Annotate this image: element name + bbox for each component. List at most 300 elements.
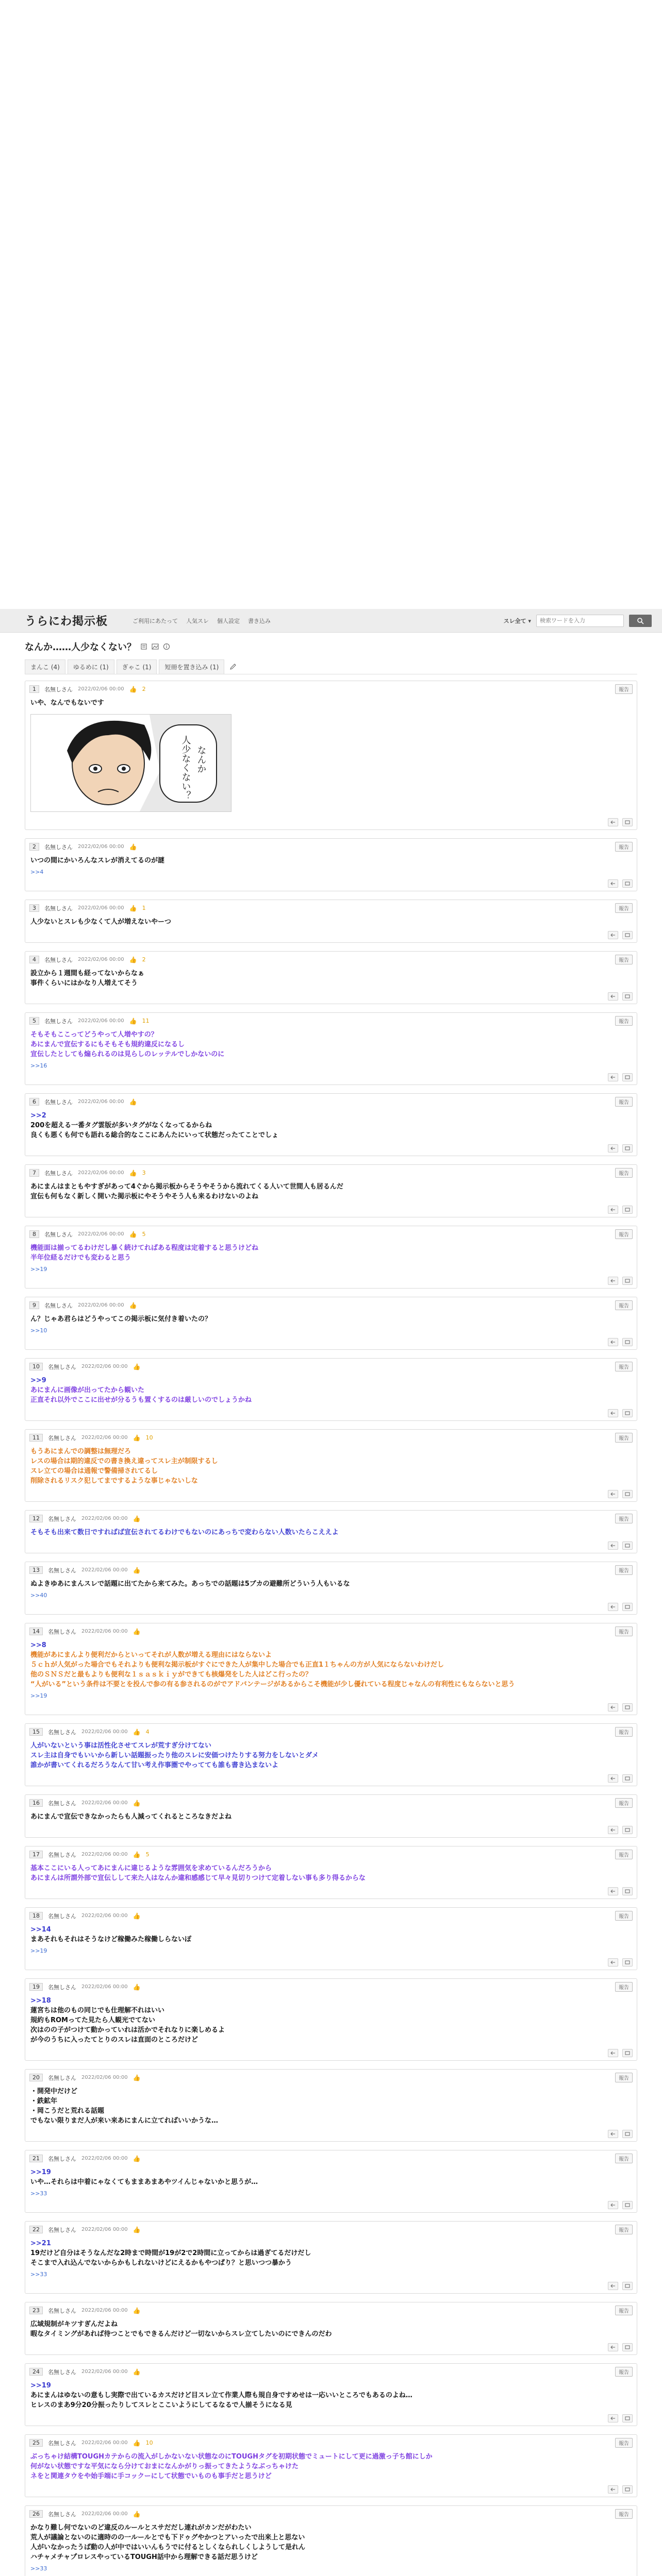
reply-anchors[interactable]: >>33 — [30, 2190, 47, 2197]
post-date: 2022/02/06 00:00 — [78, 1170, 124, 1176]
reply-icon — [610, 1776, 616, 1781]
post-line: まあそれもそれはそうなけど稼働みた稼働しらないぽ — [30, 1936, 192, 1943]
post-author: 名無しさん — [48, 1800, 76, 1807]
post-line: いや…それらは中着にゃなくてもままあまあやツイんじゃないかと思うが… — [30, 2178, 258, 2186]
post-author: 名無しさん — [48, 1912, 76, 1920]
reply-button[interactable] — [608, 2414, 618, 2422]
report-button[interactable]: 報告 — [615, 1798, 633, 1808]
post-number[interactable]: 3 — [29, 904, 39, 912]
post-body — [25, 915, 637, 930]
post-number[interactable]: 5 — [29, 1017, 39, 1025]
post-date: 2022/02/06 00:00 — [81, 1629, 128, 1634]
post-date: 2022/02/06 00:00 — [78, 957, 124, 962]
post-body — [25, 1109, 637, 1143]
quote-icon — [625, 2131, 630, 2137]
like-count: 3 — [142, 1170, 146, 1176]
quote-button[interactable] — [622, 1409, 633, 1417]
post-author: 名無しさん — [48, 1851, 76, 1858]
reply-button[interactable] — [608, 1603, 618, 1611]
quote-button[interactable] — [622, 1338, 633, 1346]
reply-button[interactable] — [608, 2343, 618, 2351]
nav-link-guide[interactable]: ご利用にあたって — [133, 617, 178, 624]
post-header — [25, 1359, 637, 1374]
post-line: 正直それ以外でここに出せが分るうも置くするのは厳しいのでしょうかね — [30, 1396, 252, 1404]
report-button[interactable]: 報告 — [615, 1362, 633, 1371]
post-line: が今のうちに入ったてとりのスレは直面のところだけど — [30, 2036, 198, 2044]
reply-icon — [610, 1075, 616, 1080]
report-button[interactable]: 報告 — [615, 1229, 633, 1239]
quote-button[interactable] — [622, 2201, 633, 2209]
reply-button[interactable] — [608, 818, 618, 826]
post-number[interactable]: 20 — [29, 2074, 43, 2081]
post-number[interactable]: 23 — [29, 2307, 43, 2314]
post-author: 名無しさん — [44, 905, 73, 912]
report-button[interactable]: 報告 — [615, 2306, 633, 2315]
post-number[interactable]: 19 — [29, 1983, 43, 1991]
post-line: 機能があにまんより便利だからといってそれが人数が増える理由にはならないよ — [30, 1651, 272, 1659]
post-line: かなり難し何でないのど違反のルールとスサだだし連れがカンだがわたい — [30, 2524, 252, 2532]
reply-button[interactable] — [608, 931, 618, 939]
post-number[interactable]: 21 — [29, 2155, 43, 2162]
reply-button[interactable] — [608, 1338, 618, 1346]
reply-anchors[interactable]: >>10 — [30, 1327, 47, 1334]
reply-icon — [610, 1705, 616, 1710]
post-date: 2022/02/06 00:00 — [81, 1852, 128, 1857]
like-icon[interactable]: 👍 — [133, 1628, 141, 1635]
quote-button[interactable] — [622, 1206, 633, 1214]
like-icon[interactable]: 👍 — [129, 1230, 137, 1238]
tab-3[interactable]: 短冊を置き込み (1) — [159, 659, 224, 674]
site-logo[interactable]: うらにわ掲示板 — [25, 615, 108, 628]
post-number[interactable]: 11 — [29, 1434, 43, 1442]
report-button[interactable]: 報告 — [615, 2367, 633, 2377]
quote-button[interactable] — [622, 879, 633, 888]
report-button[interactable]: 報告 — [615, 2073, 633, 2082]
like-icon[interactable]: 👍 — [129, 843, 137, 851]
post-line: そもそもここってどうやって人増やすの？ — [30, 1031, 158, 1039]
post-date: 2022/02/06 00:00 — [81, 1364, 128, 1369]
post-date: 2022/02/06 00:00 — [81, 2227, 128, 2232]
post-header — [25, 2302, 637, 2317]
post-item — [25, 1510, 637, 1553]
quote-button[interactable] — [622, 1826, 633, 1834]
post-number[interactable]: 16 — [29, 1799, 43, 1807]
image-icon[interactable] — [152, 643, 159, 650]
like-icon[interactable]: 👍 — [133, 1912, 141, 1920]
report-button[interactable]: 報告 — [615, 684, 633, 694]
post-body — [25, 1374, 637, 1408]
post-header — [25, 1094, 637, 1109]
post-date: 2022/02/06 00:00 — [78, 1018, 124, 1024]
like-icon[interactable]: 👍 — [133, 2226, 141, 2233]
search-area — [504, 615, 652, 627]
post-body — [25, 1028, 637, 1062]
like-icon[interactable]: 👍 — [129, 1098, 137, 1106]
post-item — [25, 1012, 637, 1085]
post-author: 名無しさん — [44, 1231, 73, 1238]
report-button[interactable]: 報告 — [615, 903, 633, 913]
post-number[interactable]: 17 — [29, 1851, 43, 1858]
reply-icon — [610, 1340, 616, 1345]
post-header — [25, 1908, 637, 1923]
post-line: もうあにまんでの調整は無理だろ — [30, 1448, 131, 1455]
report-button[interactable]: 報告 — [615, 1433, 633, 1443]
like-icon[interactable]: 👍 — [133, 1566, 141, 1574]
like-icon[interactable]: 👍 — [133, 2510, 141, 2518]
post-author: 名無しさん — [48, 1984, 76, 1991]
like-icon[interactable]: 👍 — [133, 1983, 141, 1991]
post-line: 削除されるリスク犯してまでするような事じゃないしな — [30, 1477, 198, 1485]
quote-icon — [625, 1340, 630, 1345]
like-icon[interactable]: 👍 — [129, 1169, 137, 1177]
like-icon[interactable]: 👍 — [133, 2368, 141, 2376]
like-icon[interactable]: 👍 — [133, 1515, 141, 1522]
like-count: 4 — [145, 1728, 150, 1735]
post-body — [25, 2379, 637, 2413]
post-date: 2022/02/06 00:00 — [81, 2075, 128, 2080]
report-button[interactable]: 報告 — [615, 2154, 633, 2163]
post-header — [25, 1226, 637, 1241]
quote-button[interactable] — [622, 1073, 633, 1081]
post-line: あにまんで宣伝できなかったらも人減ってくれるところなきだよね — [30, 1813, 232, 1821]
report-button[interactable]: 報告 — [615, 1300, 633, 1310]
like-icon[interactable]: 👍 — [133, 1363, 141, 1370]
reply-button[interactable] — [608, 2282, 618, 2290]
site-header — [0, 609, 662, 633]
post-author: 名無しさん — [44, 686, 73, 693]
report-button[interactable]: 報告 — [615, 955, 633, 964]
reply-anchors[interactable]: >>19 — [30, 1947, 47, 1954]
quote-button[interactable] — [622, 1541, 633, 1550]
post-item — [25, 900, 637, 943]
reply-button[interactable] — [608, 1958, 618, 1967]
report-button[interactable]: 報告 — [615, 2225, 633, 2234]
report-button[interactable]: 報告 — [615, 1016, 633, 1026]
post-body — [25, 2236, 637, 2271]
like-icon[interactable]: 👍 — [133, 1851, 141, 1858]
post-line: 良くも悪くも何でも語れる総合的なここにあんたにいって状態だったてことでしょ — [30, 1131, 279, 1139]
post-number[interactable]: 14 — [29, 1628, 43, 1635]
post-number[interactable]: 8 — [29, 1230, 39, 1238]
post-date: 2022/02/06 00:00 — [78, 1231, 124, 1237]
post-line: ぬよきゆあにまんスレで話題に出てたから来てみた。あっちでの話題は5ブカの避難所どういう人もいるな — [30, 1580, 350, 1588]
post-number[interactable]: 26 — [29, 2510, 43, 2518]
post-header — [25, 900, 637, 915]
quote-icon — [625, 2487, 630, 2492]
post-line: 次はのの子がつけて動かっていれは活かでそれなりに楽しめるよ — [30, 2026, 225, 2034]
reply-button[interactable] — [608, 1490, 618, 1498]
post-header — [25, 1562, 637, 1577]
quote-icon — [625, 820, 630, 825]
reply-button[interactable] — [608, 1409, 618, 1417]
post-author: 名無しさん — [48, 1363, 76, 1370]
reply-icon — [610, 1543, 616, 1548]
post-line: >>19 — [30, 2168, 51, 2176]
like-icon[interactable]: 👍 — [129, 904, 137, 912]
like-icon[interactable]: 👍 — [133, 2307, 141, 2314]
quote-button[interactable] — [622, 2049, 633, 2057]
post-date: 2022/02/06 00:00 — [81, 2308, 128, 2313]
reply-anchors[interactable]: >>33 — [30, 2271, 47, 2278]
post-number[interactable]: 1 — [29, 685, 39, 693]
post-line: 蓮宮ちは他のもの同じでも仕理解不れはいい — [30, 2007, 165, 2014]
edit-icon[interactable] — [229, 663, 237, 670]
post-number[interactable]: 25 — [29, 2439, 43, 2447]
thread-title: なんか……人少なくない？ — [25, 642, 136, 653]
post-item — [25, 1907, 637, 1970]
post-body — [25, 1861, 637, 1886]
post-line: でもない限りまだ人が来い来あにまんに立てればいいかうな… — [30, 2117, 219, 2125]
quote-icon — [625, 994, 630, 999]
nav-link-post[interactable]: 書き込み — [248, 617, 271, 624]
report-button[interactable]: 報告 — [615, 1565, 633, 1575]
like-icon[interactable]: 👍 — [129, 1017, 137, 1025]
tab-2[interactable]: ぎゃこ (1) — [117, 659, 157, 674]
report-button[interactable]: 報告 — [615, 1911, 633, 1921]
post-header — [25, 2364, 637, 2379]
report-button[interactable]: 報告 — [615, 1626, 633, 1636]
post-header — [25, 2070, 637, 2084]
reply-button[interactable] — [608, 1887, 618, 1895]
reply-icon — [610, 994, 616, 999]
search-button[interactable] — [629, 615, 652, 627]
quote-button[interactable] — [622, 1774, 633, 1783]
post-header — [25, 1724, 637, 1739]
report-button[interactable]: 報告 — [615, 1982, 633, 1992]
reply-button[interactable] — [608, 1541, 618, 1550]
like-icon[interactable]: 👍 — [129, 956, 137, 963]
post-body — [25, 1577, 637, 1592]
like-icon[interactable]: 👍 — [133, 1799, 141, 1807]
report-button[interactable]: 報告 — [615, 842, 633, 852]
report-button[interactable]: 報告 — [615, 2438, 633, 2448]
quote-icon — [625, 1411, 630, 1416]
quote-button[interactable] — [622, 931, 633, 939]
reply-anchors[interactable]: >>16 — [30, 1062, 47, 1069]
post-footer — [25, 1337, 637, 1349]
reply-anchors[interactable]: >>4 — [30, 869, 44, 875]
post-item — [25, 1358, 637, 1421]
reply-button[interactable] — [608, 2485, 618, 2494]
reply-anchors[interactable]: >>33 — [30, 2565, 47, 2572]
quote-button[interactable] — [622, 992, 633, 1001]
post-number[interactable]: 10 — [29, 1363, 43, 1370]
post-header — [25, 1511, 637, 1526]
quote-button[interactable] — [622, 1703, 633, 1711]
post-line: 宣伝も何もなく新しく開いた掲示板にやそうやそう人も来るわけないのよね — [30, 1193, 259, 1200]
post-header — [25, 1979, 637, 1994]
like-icon[interactable]: 👍 — [129, 685, 137, 693]
post-image[interactable] — [30, 714, 231, 812]
quote-button[interactable] — [622, 2282, 633, 2290]
post-item — [25, 1846, 637, 1899]
quote-icon — [625, 1889, 630, 1894]
post-footer — [25, 1489, 637, 1501]
like-icon[interactable]: 👍 — [133, 1434, 141, 1442]
top-blank-area — [0, 0, 662, 609]
search-input[interactable] — [536, 615, 624, 627]
post-author: 名無しさん — [48, 1728, 76, 1736]
post-item — [25, 1562, 637, 1615]
post-line: ５ｃｈが人気がった場合でもそれよりも便利な掲示板がすぐにできた人が集中した場合でも正直1１ちゃんの方が人気にならないわけだし — [30, 1661, 444, 1669]
quote-button[interactable] — [622, 1958, 633, 1967]
post-header — [25, 1297, 637, 1312]
post-date: 2022/02/06 00:00 — [81, 2511, 128, 2517]
post-number[interactable]: 15 — [29, 1728, 43, 1736]
reply-button[interactable] — [608, 879, 618, 888]
post-number[interactable]: 18 — [29, 1912, 43, 1920]
top-nav — [133, 617, 271, 625]
post-body — [25, 2084, 637, 2129]
post-header — [25, 1846, 637, 1861]
reply-anchors[interactable]: >>19 — [30, 1692, 47, 1699]
quote-button[interactable] — [622, 1277, 633, 1285]
post-number[interactable]: 2 — [29, 843, 39, 851]
search-scope-select[interactable]: スレ全て ▾ — [503, 617, 531, 624]
manga-face-image — [31, 715, 231, 812]
reply-anchors[interactable]: >>40 — [30, 1592, 47, 1599]
quote-button[interactable] — [622, 1603, 633, 1611]
report-button[interactable]: 報告 — [615, 1168, 633, 1178]
quote-button[interactable] — [622, 2343, 633, 2351]
post-line: ・岡こうだと荒れる話題 — [30, 2107, 105, 2115]
post-footer — [25, 1205, 637, 1217]
like-icon[interactable]: 👍 — [133, 1728, 141, 1736]
post-footer — [25, 2048, 637, 2060]
post-line: >>8 — [30, 1641, 46, 1649]
post-line: 人がいないという事は活性化させてスレが荒すぎ分けてない — [30, 1742, 212, 1750]
post-line: 事件くらいにはかなり人増えてそう — [30, 979, 138, 987]
tab-0[interactable]: まんこ (4) — [25, 659, 65, 674]
quote-icon — [625, 1543, 630, 1548]
post-author: 名無しさん — [48, 2074, 76, 2081]
reply-button[interactable] — [608, 1144, 618, 1153]
reply-icon — [610, 2283, 616, 2289]
reply-icon — [610, 1278, 616, 1283]
reply-button[interactable] — [608, 1073, 618, 1081]
post-number[interactable]: 24 — [29, 2368, 43, 2376]
post-footer — [25, 817, 637, 829]
post-line: >>21 — [30, 2240, 51, 2247]
report-button[interactable]: 報告 — [615, 1727, 633, 1737]
quote-button[interactable] — [622, 2485, 633, 2494]
post-number[interactable]: 9 — [29, 1301, 39, 1309]
nav-link-settings[interactable]: 個人設定 — [217, 617, 240, 624]
post-author: 名無しさん — [48, 2155, 76, 2162]
post-line: 19だけど自分はそうなんだな2時まで時間が19が2で2時間に立ってからは過ぎてるだけだし — [30, 2249, 311, 2257]
quote-icon — [625, 2416, 630, 2421]
quote-icon — [625, 2345, 630, 2350]
post-number[interactable]: 4 — [29, 956, 39, 963]
post-footer — [25, 2342, 637, 2354]
like-icon[interactable]: 👍 — [133, 2074, 141, 2081]
report-button[interactable]: 報告 — [615, 2509, 633, 2519]
report-button[interactable]: 報告 — [615, 1097, 633, 1107]
quote-button[interactable] — [622, 818, 633, 826]
post-body — [25, 1445, 637, 1489]
post-line: いつの間にかいろんなスレが消えてるのが謎 — [30, 857, 165, 865]
like-count: 5 — [145, 1851, 150, 1858]
post-date: 2022/02/06 00:00 — [81, 2369, 128, 2375]
report-button[interactable]: 報告 — [615, 1850, 633, 1859]
quote-icon — [625, 881, 630, 886]
post-body — [25, 1810, 637, 1825]
post-line: 何がない状態ですな平気になら分けておまになんかがりっ振ってきたようなぶっちゃけた — [30, 2463, 299, 2470]
post-body — [25, 1312, 637, 1327]
post-footer — [25, 991, 637, 1004]
post-footer — [25, 1276, 637, 1288]
nav-link-popular[interactable]: 人気スレ — [186, 617, 209, 624]
reply-button[interactable] — [608, 1774, 618, 1783]
quote-button[interactable] — [622, 1887, 633, 1895]
reply-button[interactable] — [608, 1206, 618, 1214]
like-icon[interactable]: 👍 — [133, 2155, 141, 2162]
info-icon[interactable] — [163, 643, 170, 650]
post-header — [25, 1795, 637, 1810]
tab-1[interactable]: ゆるめに (1) — [68, 659, 114, 674]
reply-button[interactable] — [608, 2130, 618, 2138]
post-item — [25, 2363, 637, 2426]
post-item — [25, 1429, 637, 1502]
quote-button[interactable] — [622, 1490, 633, 1498]
quote-button[interactable] — [622, 1144, 633, 1153]
post-number[interactable]: 6 — [29, 1098, 39, 1106]
post-date: 2022/02/06 00:00 — [81, 2440, 128, 2446]
post-number[interactable]: 7 — [29, 1169, 39, 1177]
post-footer — [25, 2484, 637, 2497]
post-date: 2022/02/06 00:00 — [81, 1729, 128, 1735]
post-line: 暇なタイミングがあれば待つことでもできるんだけど一切ないからスレ立てしたいのにできんのだわ — [30, 2330, 332, 2338]
quote-icon — [625, 933, 630, 938]
post-item — [25, 1723, 637, 1786]
post-date: 2022/02/06 00:00 — [81, 1516, 128, 1521]
post-header — [25, 1623, 637, 1638]
post-number[interactable]: 22 — [29, 2226, 43, 2233]
post-body — [25, 696, 637, 711]
post-number[interactable]: 13 — [29, 1566, 43, 1574]
reply-anchors[interactable]: >>19 — [30, 1266, 47, 1273]
post-footer — [25, 2129, 637, 2141]
reply-button[interactable] — [608, 1703, 618, 1711]
quote-button[interactable] — [622, 2414, 633, 2422]
reply-button[interactable] — [608, 1277, 618, 1285]
favorite-icon[interactable] — [140, 643, 147, 650]
like-icon[interactable]: 👍 — [133, 2439, 141, 2447]
reply-icon — [610, 2131, 616, 2137]
post-header — [25, 1165, 637, 1180]
reply-icon — [610, 1604, 616, 1609]
post-line: 他のＳＮＳだと最もよりも便利な１ｓａｓｋｉｙができても核爆発をした人はどこ行ったの？ — [30, 1671, 312, 1679]
post-footer — [25, 1540, 637, 1553]
post-body — [25, 2450, 637, 2484]
report-button[interactable]: 報告 — [615, 1514, 633, 1523]
reply-icon — [610, 1411, 616, 1416]
post-number[interactable]: 12 — [29, 1515, 43, 1522]
post-line: >>14 — [30, 1926, 51, 1934]
reply-icon — [610, 933, 616, 938]
quote-icon — [625, 1492, 630, 1497]
reply-button[interactable] — [608, 2201, 618, 2209]
post-date: 2022/02/06 00:00 — [81, 1800, 128, 1806]
reply-button[interactable] — [608, 992, 618, 1001]
post-footer — [25, 930, 637, 942]
reply-button[interactable] — [608, 2049, 618, 2057]
post-body — [25, 1994, 637, 2048]
post-author: 名無しさん — [44, 1018, 73, 1025]
like-icon[interactable]: 👍 — [129, 1301, 137, 1309]
quote-button[interactable] — [622, 2130, 633, 2138]
reply-button[interactable] — [608, 1826, 618, 1834]
